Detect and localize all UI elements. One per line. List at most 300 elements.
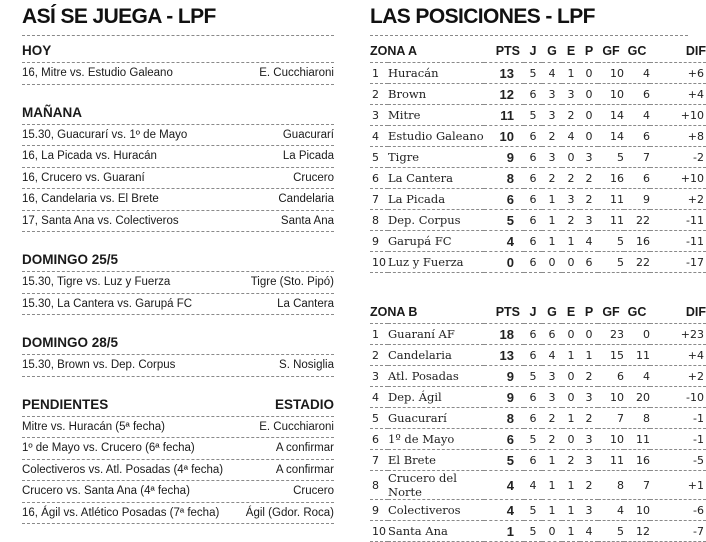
stat-p: 3: [580, 147, 598, 168]
fixture-match: 16, Mitre vs. Estudio Galeano: [22, 67, 173, 79]
fixture-section: [22, 40, 334, 85]
title-divider: [22, 35, 334, 36]
stat-gf: 14: [598, 105, 624, 126]
fixture-match: Crucero vs. Santa Ana (4ª fecha): [22, 485, 190, 497]
column-header: GF: [598, 40, 624, 63]
team-position: 8: [370, 210, 388, 231]
stat-g: 1: [542, 500, 562, 521]
standings-title: LAS POSICIONES - LPF: [370, 5, 595, 28]
standings-row: [370, 450, 706, 471]
stat-p: 2: [580, 189, 598, 210]
fixture-row: [22, 438, 334, 460]
team-position: 1: [370, 63, 388, 84]
stat-g: 1: [542, 210, 562, 231]
team-name: Luz y Fuerza: [388, 252, 484, 273]
stat-dif: -11: [650, 231, 706, 252]
fixture-match: 16, Candelaria vs. El Brete: [22, 193, 159, 205]
stat-e: 0: [562, 366, 580, 387]
standings-row: [370, 105, 706, 126]
fixture-row: [22, 417, 334, 439]
fixtures-column: [22, 0, 334, 524]
zone-name: ZONA B: [370, 301, 484, 324]
standings-row: [370, 189, 706, 210]
team-name: Brown: [388, 84, 484, 105]
stat-e: 0: [562, 324, 580, 345]
zone-name: ZONA A: [370, 40, 484, 63]
fixture-row: [22, 294, 334, 316]
stat-g: 3: [542, 84, 562, 105]
stat-pts: 9: [484, 387, 524, 408]
stat-p: 0: [580, 63, 598, 84]
stat-j: 6: [524, 147, 542, 168]
stat-dif: -1: [650, 408, 706, 429]
stat-p: 0: [580, 126, 598, 147]
column-header: DIF: [650, 301, 706, 324]
fixture-match: 15.30, Guacurarí vs. 1º de Mayo: [22, 128, 188, 141]
stat-gc: 7: [624, 147, 650, 168]
stat-gf: 10: [598, 84, 624, 105]
fixture-match: 15.30, La Cantera vs. Garupá FC: [22, 297, 193, 310]
standings-table: [370, 301, 706, 542]
stat-gc: 12: [624, 521, 650, 542]
stat-gf: 8: [598, 471, 624, 500]
stat-g: 3: [542, 387, 562, 408]
stat-g: 2: [542, 126, 562, 147]
standings-row: [370, 84, 706, 105]
stat-p: 1: [580, 345, 598, 366]
stat-gc: 16: [624, 231, 650, 252]
team-name: Crucero del Norte: [388, 471, 484, 500]
stat-j: 6: [524, 126, 542, 147]
stat-pts: 6: [484, 429, 524, 450]
column-header: J: [524, 301, 542, 324]
column-header: GC: [624, 301, 650, 324]
stat-pts: 9: [484, 147, 524, 168]
stat-gc: 6: [624, 84, 650, 105]
stat-gc: 7: [624, 471, 650, 500]
fixture-section: [22, 394, 334, 525]
stat-j: 6: [524, 408, 542, 429]
team-position: 5: [370, 408, 388, 429]
stat-e: 1: [562, 345, 580, 366]
team-name: Estudio Galeano: [388, 126, 484, 147]
stat-j: 6: [524, 168, 542, 189]
stat-pts: 6: [484, 189, 524, 210]
column-header: GC: [624, 40, 650, 63]
stat-g: 3: [542, 366, 562, 387]
team-position: 9: [370, 231, 388, 252]
fixtures-title: ASÍ SE JUEGA - LPF: [22, 5, 216, 28]
fixture-section: [22, 249, 334, 315]
standings-row: [370, 521, 706, 542]
stat-gf: 4: [598, 500, 624, 521]
stat-dif: +10: [650, 105, 706, 126]
stat-dif: -11: [650, 210, 706, 231]
stat-gc: 4: [624, 366, 650, 387]
stat-e: 1: [562, 231, 580, 252]
stat-g: 3: [542, 147, 562, 168]
stat-j: 5: [524, 63, 542, 84]
standings-zone: [370, 40, 706, 273]
stat-pts: 0: [484, 252, 524, 273]
fixture-match: Colectiveros vs. Atl. Posadas (4ª fecha): [22, 463, 224, 476]
stat-g: 4: [542, 63, 562, 84]
standings-row: [370, 168, 706, 189]
stat-gc: 8: [624, 408, 650, 429]
stat-gf: 10: [598, 63, 624, 84]
stat-gf: 5: [598, 252, 624, 273]
standings-row: [370, 471, 706, 500]
fixture-row: [22, 211, 334, 233]
team-position: 2: [370, 345, 388, 366]
stat-gc: 6: [624, 126, 650, 147]
stat-j: 6: [524, 324, 542, 345]
fixture-venue: La Cantera: [277, 297, 334, 310]
stat-e: 0: [562, 429, 580, 450]
stat-p: 0: [580, 324, 598, 345]
stat-pts: 4: [484, 500, 524, 521]
stat-e: 2: [562, 105, 580, 126]
team-name: Santa Ana: [388, 521, 484, 542]
stat-pts: 4: [484, 231, 524, 252]
stat-j: 6: [524, 210, 542, 231]
stat-pts: 5: [484, 450, 524, 471]
fixtures-sections: [22, 40, 334, 524]
stat-e: 4: [562, 126, 580, 147]
team-name: Garupá FC: [388, 231, 484, 252]
team-position: 6: [370, 429, 388, 450]
fixture-match: 1º de Mayo vs. Crucero (6ª fecha): [22, 442, 195, 454]
fixture-row: [22, 481, 334, 503]
team-name: El Brete: [388, 450, 484, 471]
stat-pts: 8: [484, 168, 524, 189]
stat-e: 1: [562, 500, 580, 521]
team-position: 5: [370, 147, 388, 168]
stat-gf: 16: [598, 168, 624, 189]
stat-j: 6: [524, 345, 542, 366]
section-heading: [22, 249, 334, 272]
fixture-row: [22, 125, 334, 147]
team-position: 3: [370, 366, 388, 387]
section-heading: [22, 332, 334, 355]
stat-gf: 5: [598, 147, 624, 168]
stat-gc: 22: [624, 252, 650, 273]
column-header: GF: [598, 301, 624, 324]
team-name: Dep. Ágil: [388, 387, 484, 408]
stat-e: 2: [562, 210, 580, 231]
fixture-venue: Santa Ana: [280, 214, 334, 227]
team-name: La Picada: [388, 189, 484, 210]
stat-p: 3: [580, 450, 598, 471]
stat-gf: 10: [598, 429, 624, 450]
fixture-row: [22, 355, 334, 377]
stat-j: 6: [524, 450, 542, 471]
stat-dif: -2: [650, 147, 706, 168]
standings-row: [370, 500, 706, 521]
section-heading-label: HOY: [22, 43, 52, 58]
stat-j: 6: [524, 84, 542, 105]
stat-gc: 0: [624, 324, 650, 345]
fixture-match: 15.30, Brown vs. Dep. Corpus: [22, 359, 176, 371]
stat-dif: +2: [650, 366, 706, 387]
stat-dif: -1: [650, 429, 706, 450]
stat-gc: 22: [624, 210, 650, 231]
fixture-match: 16, Crucero vs. Guaraní: [22, 171, 145, 184]
stat-e: 1: [562, 63, 580, 84]
column-header: J: [524, 40, 542, 63]
fixture-match: Mitre vs. Huracán (5ª fecha): [22, 420, 165, 433]
fixture-row: [22, 63, 334, 85]
stat-dif: +4: [650, 84, 706, 105]
column-header: E: [562, 40, 580, 63]
stat-dif: +1: [650, 471, 706, 500]
stat-p: 3: [580, 387, 598, 408]
stat-j: 6: [524, 252, 542, 273]
fixture-venue: Tigre (Sto. Pipó): [250, 276, 334, 288]
stat-gc: 4: [624, 63, 650, 84]
team-position: 7: [370, 189, 388, 210]
fixture-match: 16, La Picada vs. Huracán: [22, 150, 157, 162]
column-header: DIF: [650, 40, 706, 63]
stat-dif: -7: [650, 521, 706, 542]
stat-gf: 10: [598, 387, 624, 408]
fixture-venue: A confirmar: [275, 442, 334, 454]
stat-g: 1: [542, 231, 562, 252]
title-divider: [370, 35, 688, 36]
team-position: 6: [370, 168, 388, 189]
section-heading-label: DOMINGO 28/5: [22, 335, 119, 350]
stat-gf: 6: [598, 366, 624, 387]
fixture-row: [22, 146, 334, 168]
fixture-venue: Crucero: [293, 171, 334, 184]
standings-row: [370, 126, 706, 147]
fixture-venue: Candelaria: [278, 193, 334, 205]
fixture-row: [22, 460, 334, 482]
standings-row: [370, 324, 706, 345]
stat-gf: 15: [598, 345, 624, 366]
stat-e: 3: [562, 189, 580, 210]
team-name: Tigre: [388, 147, 484, 168]
team-position: 2: [370, 84, 388, 105]
standings-row: [370, 345, 706, 366]
fixture-row: [22, 503, 334, 525]
team-name: Candelaria: [388, 345, 484, 366]
stat-p: 4: [580, 231, 598, 252]
standings-row: [370, 147, 706, 168]
stat-p: 6: [580, 252, 598, 273]
stat-j: 5: [524, 429, 542, 450]
standings-row: [370, 63, 706, 84]
stat-e: 0: [562, 147, 580, 168]
stat-p: 0: [580, 84, 598, 105]
stat-pts: 13: [484, 345, 524, 366]
team-position: 8: [370, 471, 388, 500]
stat-p: 4: [580, 521, 598, 542]
section-heading: [22, 102, 334, 125]
column-header: E: [562, 301, 580, 324]
section-heading: [22, 40, 334, 63]
stat-dif: +2: [650, 189, 706, 210]
stat-pts: 8: [484, 408, 524, 429]
fixture-row: [22, 189, 334, 211]
stat-gf: 5: [598, 231, 624, 252]
team-position: 10: [370, 252, 388, 273]
stat-e: 1: [562, 521, 580, 542]
stat-e: 3: [562, 84, 580, 105]
stat-g: 1: [542, 450, 562, 471]
stat-pts: 1: [484, 521, 524, 542]
team-name: Dep. Corpus: [388, 210, 484, 231]
stat-g: 0: [542, 252, 562, 273]
stat-p: 2: [580, 168, 598, 189]
stat-gc: 9: [624, 189, 650, 210]
column-header: G: [542, 40, 562, 63]
fixture-venue: Crucero: [293, 485, 334, 497]
team-position: 9: [370, 500, 388, 521]
stat-j: 5: [524, 366, 542, 387]
fixture-match: 17, Santa Ana vs. Colectiveros: [22, 214, 179, 227]
stat-gf: 11: [598, 450, 624, 471]
stat-g: 2: [542, 408, 562, 429]
section-heading-label: PENDIENTES: [22, 396, 109, 412]
fixture-venue: S. Nosiglia: [279, 359, 334, 371]
section-heading-label: DOMINGO 25/5: [22, 252, 119, 267]
standings-row: [370, 210, 706, 231]
fixture-venue: E. Cucchiaroni: [259, 67, 334, 79]
stat-gf: 7: [598, 408, 624, 429]
stat-pts: 13: [484, 63, 524, 84]
standings-row: [370, 429, 706, 450]
team-name: 1º de Mayo: [388, 429, 484, 450]
stat-j: 5: [524, 500, 542, 521]
stat-pts: 4: [484, 471, 524, 500]
team-name: Colectiveros: [388, 500, 484, 521]
standings-column: [370, 0, 706, 542]
stat-j: 4: [524, 471, 542, 500]
team-name: La Cantera: [388, 168, 484, 189]
stat-gc: 6: [624, 168, 650, 189]
team-name: Guacurarí: [388, 408, 484, 429]
stat-e: 1: [562, 471, 580, 500]
standings-row: [370, 387, 706, 408]
stat-gf: 11: [598, 189, 624, 210]
team-position: 4: [370, 387, 388, 408]
team-name: Atl. Posadas: [388, 366, 484, 387]
stat-e: 0: [562, 387, 580, 408]
stat-gf: 5: [598, 521, 624, 542]
fixture-section: [22, 332, 334, 377]
section-heading: [22, 394, 334, 417]
stat-e: 0: [562, 252, 580, 273]
team-name: Huracán: [388, 63, 484, 84]
fixture-venue: E. Cucchiaroni: [259, 420, 334, 433]
stat-p: 2: [580, 408, 598, 429]
standings-table: [370, 40, 706, 273]
fixture-venue: A confirmar: [275, 463, 334, 476]
stat-gc: 10: [624, 500, 650, 521]
stat-dif: +8: [650, 126, 706, 147]
stat-gc: 11: [624, 345, 650, 366]
standings-zones: [370, 40, 706, 542]
team-position: 10: [370, 521, 388, 542]
fixture-match: 16, Ágil vs. Atlético Posadas (7ª fecha): [22, 506, 220, 519]
section-heading-label: MAÑANA: [22, 104, 82, 120]
fixture-venue: La Picada: [282, 150, 334, 162]
stat-e: 2: [562, 450, 580, 471]
stat-p: 2: [580, 471, 598, 500]
team-position: 4: [370, 126, 388, 147]
stat-gc: 11: [624, 429, 650, 450]
fixture-venue: Ágil (Gdor. Roca): [245, 506, 334, 519]
stat-gf: 23: [598, 324, 624, 345]
stat-g: 3: [542, 105, 562, 126]
stat-j: 5: [524, 105, 542, 126]
stat-gc: 16: [624, 450, 650, 471]
team-name: Mitre: [388, 105, 484, 126]
stat-g: 4: [542, 345, 562, 366]
stat-g: 1: [542, 471, 562, 500]
stat-pts: 5: [484, 210, 524, 231]
stat-j: 6: [524, 189, 542, 210]
standings-row: [370, 366, 706, 387]
stat-dif: -17: [650, 252, 706, 273]
stat-dif: +4: [650, 345, 706, 366]
column-header: G: [542, 301, 562, 324]
stat-j: 6: [524, 231, 542, 252]
column-header: PTS: [484, 301, 524, 324]
stat-pts: 18: [484, 324, 524, 345]
stat-p: 2: [580, 366, 598, 387]
team-name: Guaraní AF: [388, 324, 484, 345]
stat-gf: 11: [598, 210, 624, 231]
stat-g: 0: [542, 521, 562, 542]
team-position: 7: [370, 450, 388, 471]
standings-row: [370, 231, 706, 252]
fixture-row: [22, 272, 334, 294]
stat-gf: 14: [598, 126, 624, 147]
standings-header-row: [370, 40, 706, 63]
team-position: 1: [370, 324, 388, 345]
stat-dif: +6: [650, 63, 706, 84]
stat-g: 6: [542, 324, 562, 345]
stat-dif: -5: [650, 450, 706, 471]
stat-j: 6: [524, 387, 542, 408]
stat-gc: 20: [624, 387, 650, 408]
stat-e: 2: [562, 168, 580, 189]
stat-dif: -10: [650, 387, 706, 408]
fixture-venue: Guacurarí: [282, 128, 334, 141]
stat-p: 3: [580, 500, 598, 521]
standings-header-row: [370, 301, 706, 324]
stat-pts: 10: [484, 126, 524, 147]
stat-e: 1: [562, 408, 580, 429]
stat-dif: +23: [650, 324, 706, 345]
standings-row: [370, 408, 706, 429]
fixture-match: 15.30, Tigre vs. Luz y Fuerza: [22, 276, 171, 288]
stat-gc: 4: [624, 105, 650, 126]
stat-g: 2: [542, 168, 562, 189]
stat-dif: +10: [650, 168, 706, 189]
fixture-section: [22, 102, 334, 233]
stat-p: 3: [580, 210, 598, 231]
fixture-row: [22, 168, 334, 190]
stat-j: 5: [524, 521, 542, 542]
stat-p: 3: [580, 429, 598, 450]
stat-pts: 11: [484, 105, 524, 126]
standings-zone: [370, 301, 706, 542]
section-heading-right: ESTADIO: [274, 396, 334, 412]
stat-dif: -6: [650, 500, 706, 521]
